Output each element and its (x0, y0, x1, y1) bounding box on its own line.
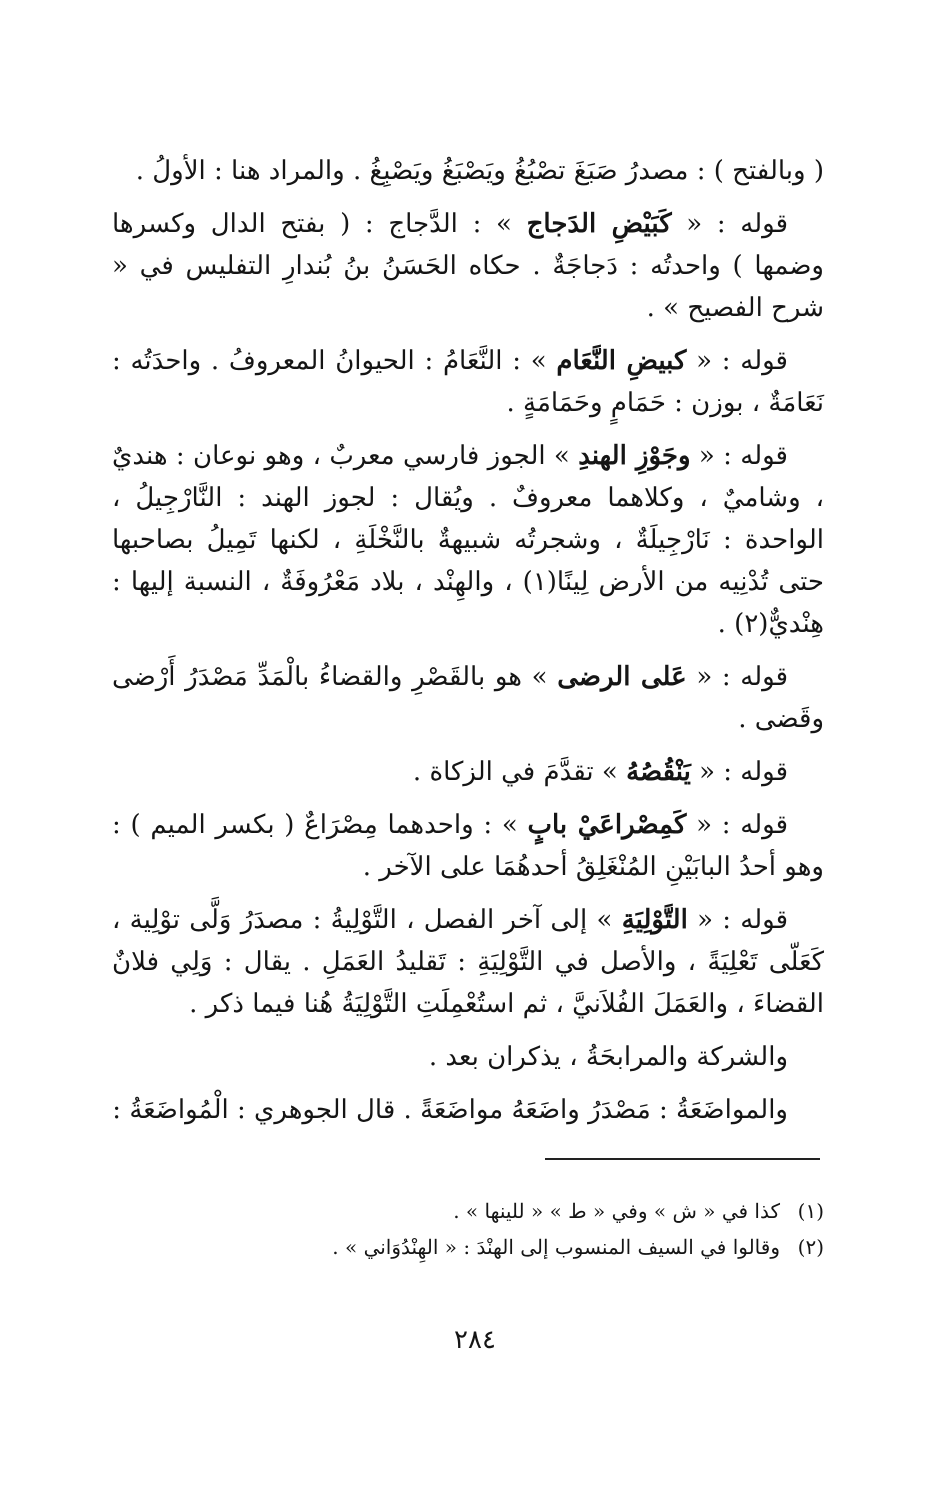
paragraph-10: والمواضَعَةُ : مَصْدَرُ واضَعَهُ مواضَعَةً . قال الجوهري : الْمُواضَعَةُ : (112, 1095, 788, 1125)
entry-heading: عَلى الرضى (557, 662, 687, 692)
footnote-1 (112, 1193, 824, 1229)
entry-heading: كبيضِ النَّعَام (556, 346, 687, 376)
footnote-text: وقالوا في السيف المنسوب إلى الهنْدَ : « الهِنْدُوَاني » . (332, 1235, 780, 1259)
entry-heading: يَنْقُصُهُ (626, 757, 691, 787)
footnote-2 (112, 1229, 824, 1265)
paragraph-7: قوله : « كَمِصْراعَيْ بابٍ » : واحدهما مِصْرَاعٌ ( بكسر الميم ) : وهو أحدُ البابَيْنِ المُنْغَلِقُ أحدهُمَا على الآخر . (112, 810, 824, 882)
entry-heading: وجَوْزِ الهندِ (578, 441, 691, 471)
entry-heading: كَمِصْراعَيْ بابٍ (527, 810, 687, 840)
main-text (112, 150, 824, 1131)
footnotes (112, 1193, 824, 1265)
page-number: ٢٨٤ (454, 1325, 496, 1355)
footnote-text: كذا في « ش » وفي « ط » « للينها » . (453, 1199, 780, 1223)
paragraph-3: قوله : « كبيضِ النَّعَام » : النَّعَامُ : الحيوانُ المعروفُ . واحدَتُه : نَعَامَةٌ ، بوزن : حَمَامٍ وحَمَامَةٍ . (112, 346, 824, 418)
footnote-number: (٢) (797, 1235, 824, 1259)
entry-heading: التَّوْلِيَةِ (621, 905, 688, 935)
paragraph-5: قوله : « عَلى الرضى » هو بالقَصْرِ والقضاءُ بالْمَدِّ مَصْدَرُ أَرْضى وقَضى . (112, 662, 824, 734)
paragraph-2: قوله : « كَبَيْضِ الدَجاج » : الدَّجاج : ( بفتح الدال وكسرها وضمها ) واحدتُه : دَجاجَةٌ . حكاه الحَسَنُ بنُ بُندارِ التفليس في « شرح الفصيح » . (112, 209, 824, 323)
paragraph-1: ( وبالفتح ) : مصدرُ صَبَغَ تصْبُغُ ويَصْبَغُ ويَصْبِغُ . والمراد هنا : الأولُ . (135, 156, 824, 186)
paragraph-6: قوله : « يَنْقُصُهُ » تقدَّمَ في الزكاة . (412, 757, 788, 787)
entry-heading: كَبَيْضِ الدَجاج (526, 209, 672, 239)
footnote-number: (١) (797, 1199, 824, 1223)
paragraph-4: قوله : « وجَوْزِ الهندِ » الجوز فارسي معربٌ ، وهو نوعان : هنديٌ ، وشاميٌ ، وكلاهما معروفٌ . ويُقال : لجوز الهند : النَّارْجِيلُ ، الواحدة : نَارْجِيلَةٌ ، وشجرتُه شبيهةٌ بالنَّخْلَةِ ، لكنها تَمِيلُ بصاحبها حتى تُدْنِيه من الأرض لِينًا(١) ، والهِنْد ، بلاد مَعْرُوفَةٌ ، النسبة إليها : هِنْديٌّ(٢) . (112, 441, 824, 639)
paragraph-9: والشركة والمرابحَةُ ، يذكران بعد . (428, 1042, 788, 1072)
paragraph-8: قوله : « التَّوْلِيَةِ » إلى آخر الفصل ، التَّوْلِيةُ : مصدَرُ وَلَّى توْلِية ، كَعَلّى تَعْلِيَةً ، والأصل في التَّوْلِيَةِ : تَقليدُ العَمَلِ . يقال : وَلِي فلانٌ القضاءَ ، والعَمَلَ الفُلاَنيَّ ، ثم استُعْمِلَتِ التَّوْلِيَةُ هُنا فيما ذكر . (112, 905, 824, 1019)
footnote-separator (545, 1158, 820, 1160)
